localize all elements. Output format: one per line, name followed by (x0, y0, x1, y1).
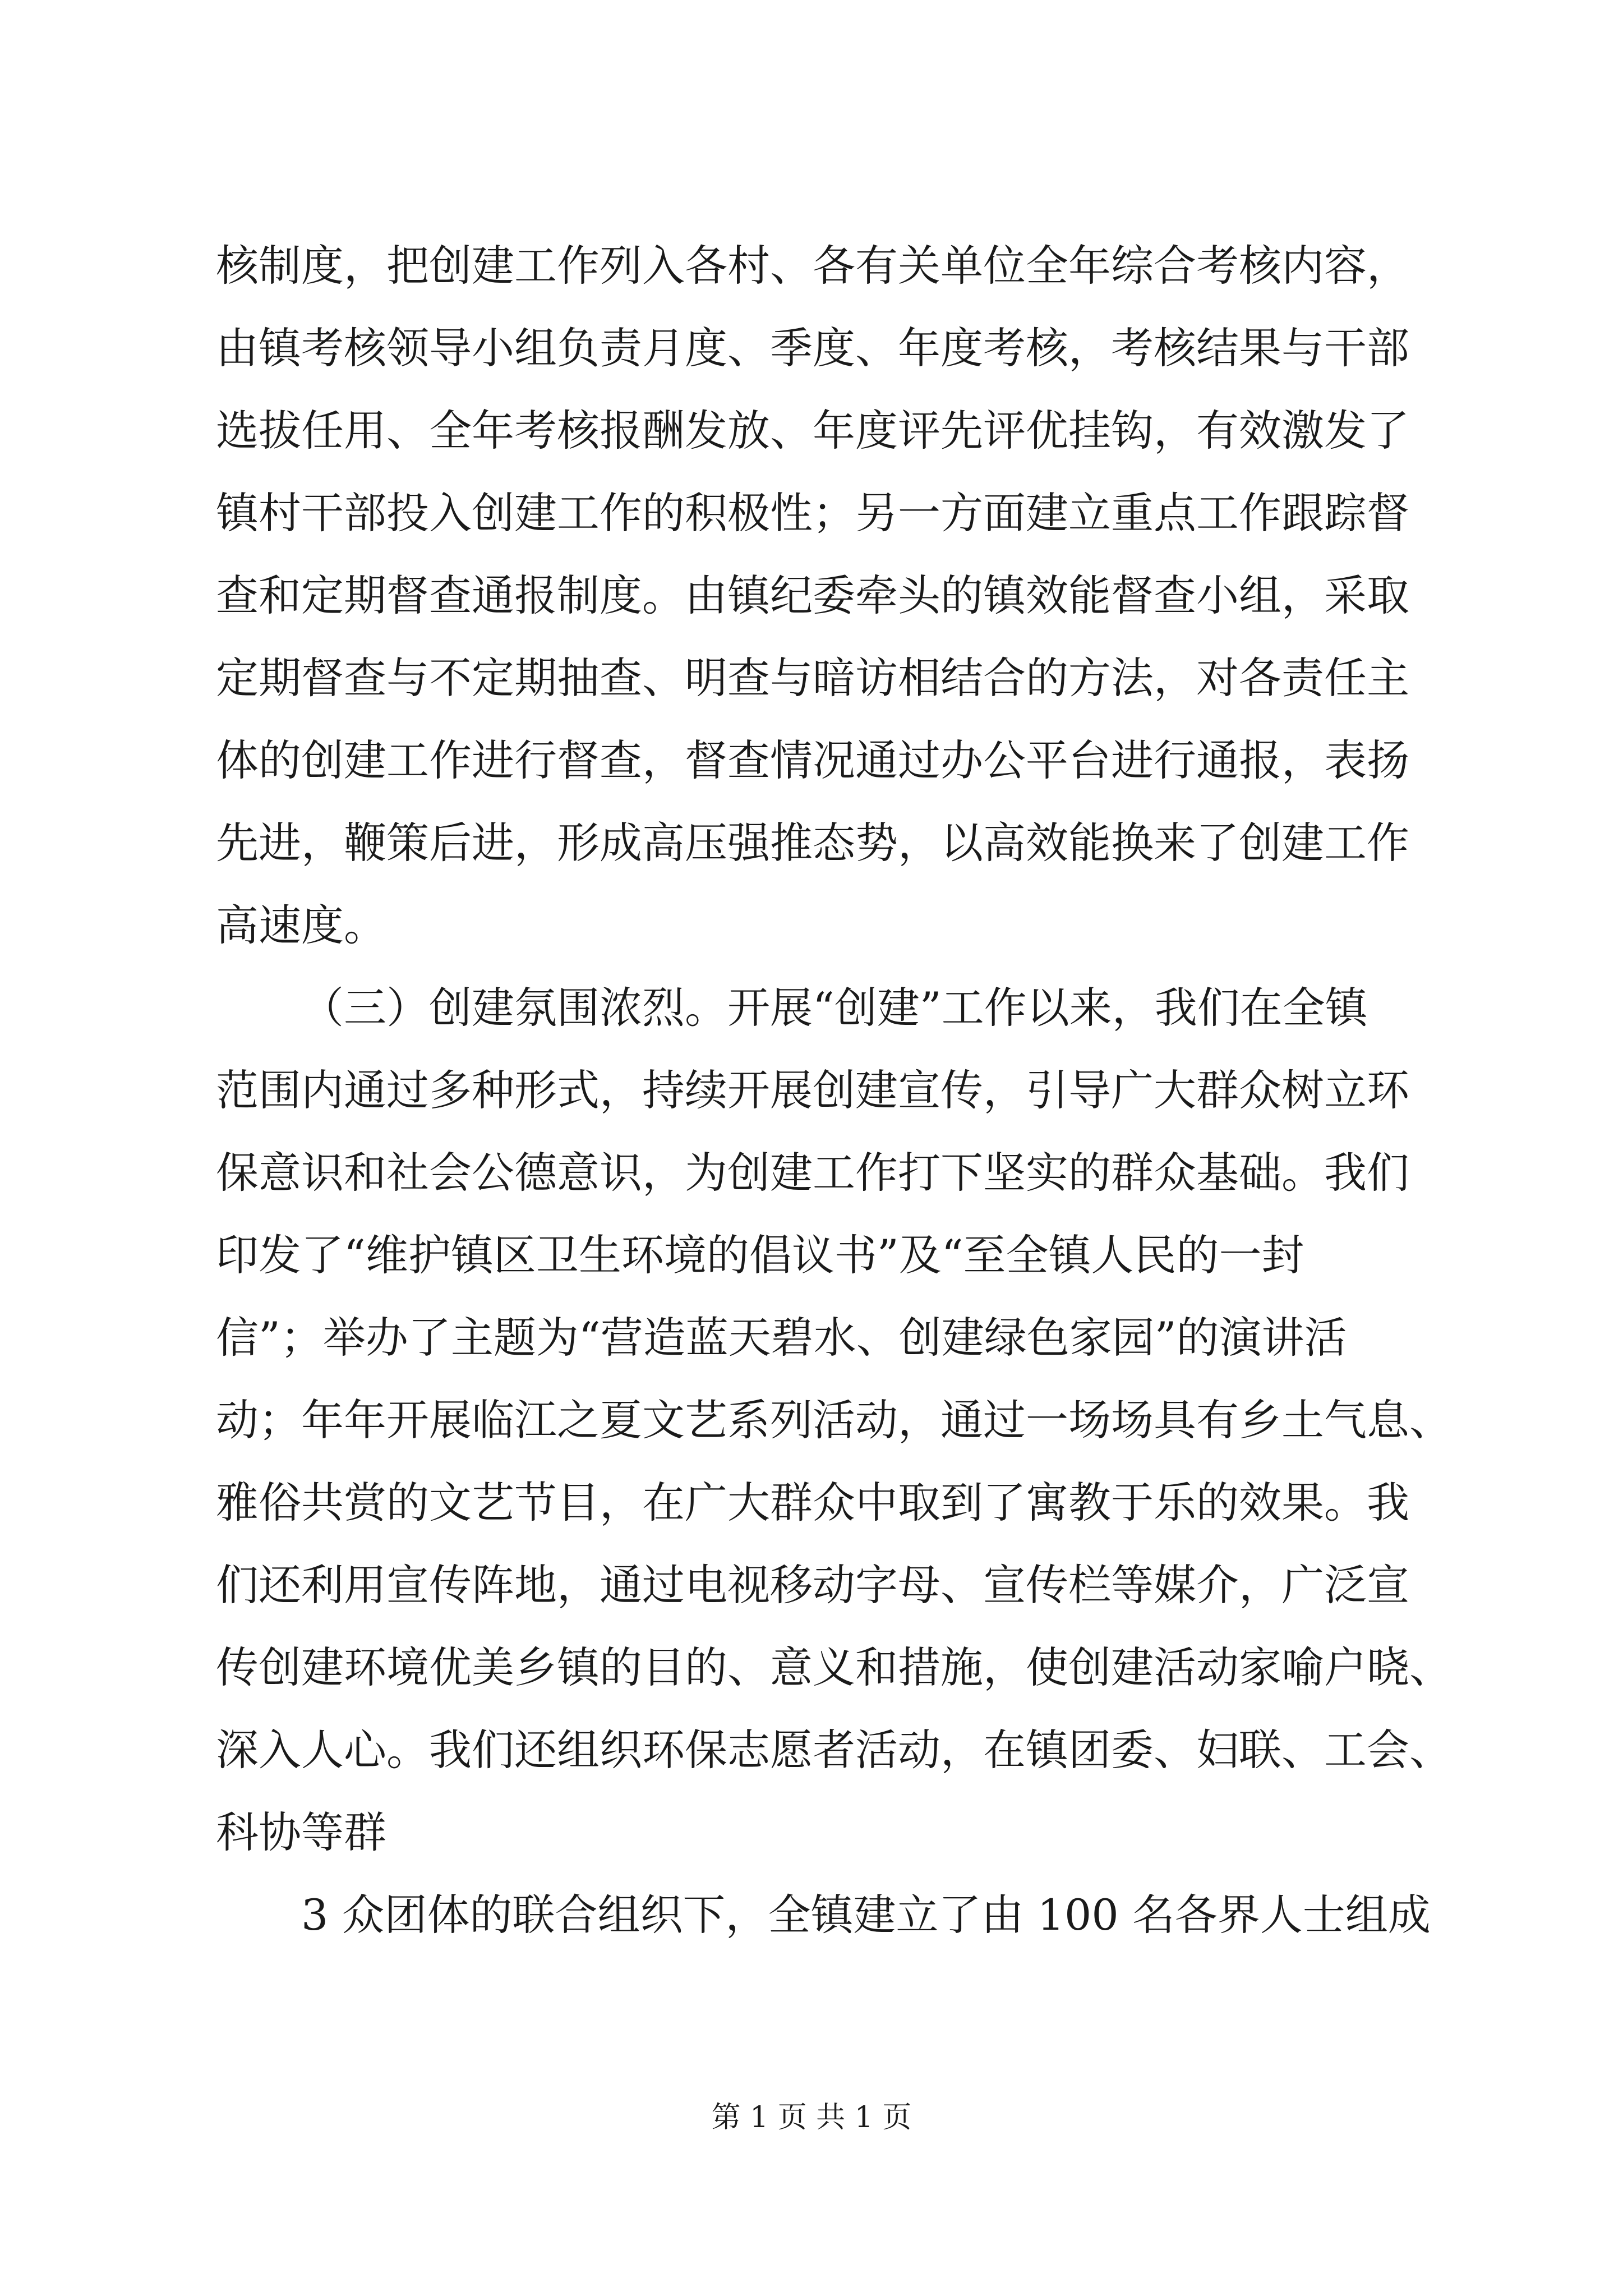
text-line: 定期督查与不定期抽查、明查与暗访相结合的方法，对各责任主 (216, 653, 1409, 703)
text-line: 体的创建工作进行督查，督查情况通过办公平台进行通报，表扬 (216, 735, 1409, 785)
text-line: 查和定期督查通报制度。由镇纪委牵头的镇效能督查小组，采取 (216, 570, 1409, 620)
text-line: 由镇考核领导小组负责月度、季度、年度考核，考核结果与干部 (216, 323, 1409, 373)
text-line: 科协等群 (216, 1807, 386, 1857)
text-line: 深入人心。我们还组织环保志愿者活动，在镇团委、妇联、工会、 (216, 1725, 1452, 1775)
text-line: 核制度，把创建工作列入各村、各有关单位全年综合考核内容， (216, 241, 1409, 291)
text-line: 传创建环境优美乡镇的目的、意义和措施，使创建活动家喻户晓、 (216, 1642, 1452, 1692)
text-line: 选拔任用、全年考核报酬发放、年度评先评优挂钩，有效激发了 (216, 406, 1409, 455)
text-line: 高速度。 (216, 900, 386, 950)
text-line: 先进，鞭策后进，形成高压强推态势，以高效能换来了创建工作 (216, 818, 1409, 868)
document-body (216, 224, 1452, 1956)
page-number-label: 第 1 页 共 1 页 (711, 2101, 912, 2134)
text-line: 们还利用宣传阵地，通过电视移动字母、宣传栏等媒介，广泛宣 (216, 1560, 1409, 1610)
text-line: 范围内通过多种形式，持续开展创建宣传，引导广大群众树立环 (216, 1065, 1409, 1115)
paragraph-start-line: （三）创建氛围浓烈。开展“创建”工作以来，我们在全镇 (301, 983, 1368, 1033)
text-line: 印发了“维护镇区卫生环境的倡议书”及“至全镇人民的一封 (216, 1230, 1304, 1280)
paragraph-start-line: 3 众团体的联合组织下，全镇建立了由 100 名各界人士组成 (301, 1890, 1431, 1940)
text-line: 镇村干部投入创建工作的积极性；另一方面建立重点工作跟踪督 (216, 488, 1409, 538)
text-line: 动；年年开展临江之夏文艺系列活动，通过一场场具有乡土气息、 (216, 1395, 1452, 1445)
text-line: 信”；举办了主题为“营造蓝天碧水、创建绿色家园”的演讲活 (216, 1313, 1347, 1363)
text-line: 保意识和社会公德意识，为创建工作打下坚实的群众基础。我们 (216, 1148, 1409, 1198)
text-line: 雅俗共赏的文艺节目，在广大群众中取到了寓教于乐的效果。我 (216, 1478, 1409, 1527)
page-footer (0, 2098, 1623, 2137)
